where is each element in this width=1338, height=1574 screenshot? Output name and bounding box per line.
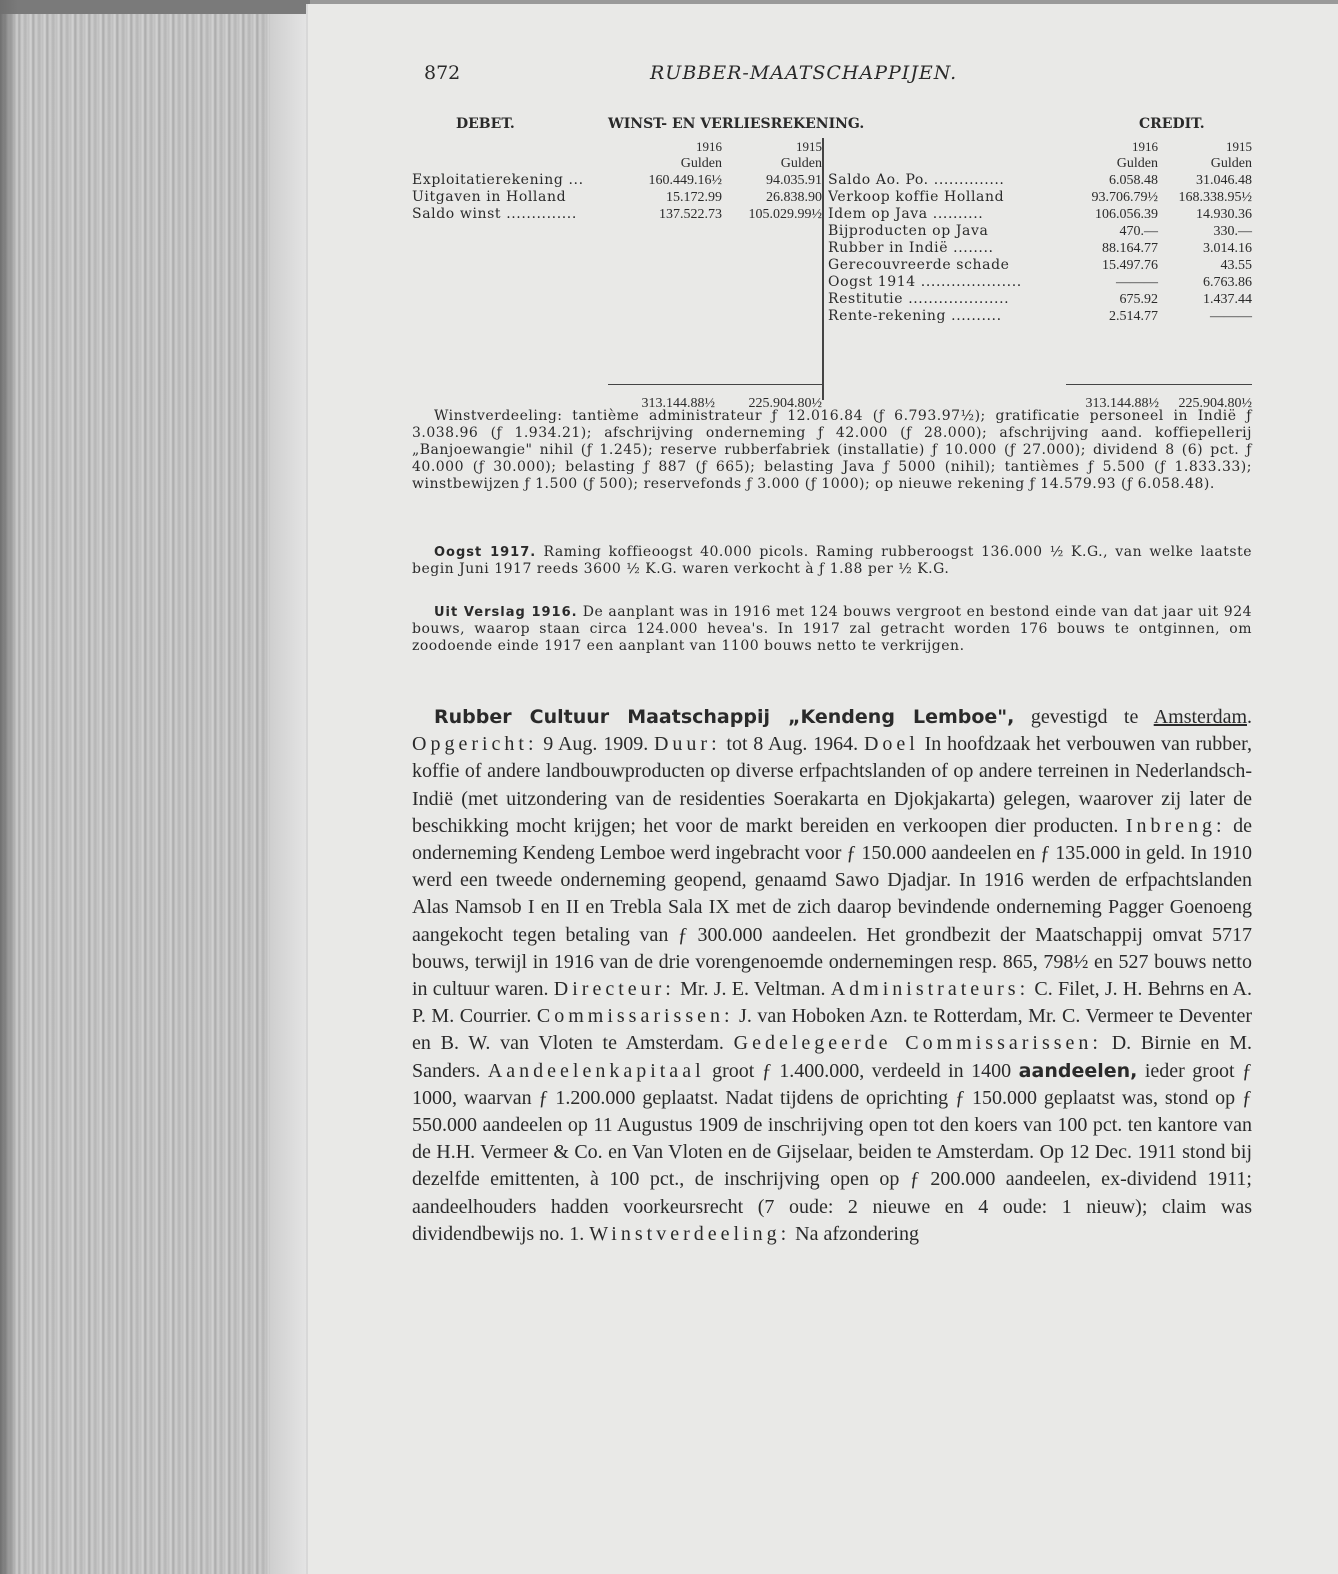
row-label: Idem op Java .......... <box>828 206 984 222</box>
page-number: 872 <box>424 62 461 84</box>
year-1915: 1915 <box>1226 139 1252 154</box>
account-title: WINST- EN VERLIESREKENING. <box>608 116 865 132</box>
inbreng-label: Inbreng: <box>1125 814 1226 837</box>
oogst-heading: Oogst 1917. <box>434 545 537 560</box>
value-1916: 160.449.16½ <box>648 173 722 188</box>
value-1915: 330.— <box>1213 224 1252 239</box>
table-row <box>412 206 822 223</box>
unit-label: Gulden <box>1116 156 1158 171</box>
row-label: Restitutie .................... <box>828 291 1010 307</box>
value-1915: ——— <box>1210 309 1252 324</box>
verslag-heading: Uit Verslag 1916. <box>434 605 578 620</box>
value-1916: 15.497.76 <box>1102 258 1158 273</box>
table-row <box>412 189 822 206</box>
kapitaal-label: Aandeelenkapitaal <box>487 1059 705 1082</box>
value-1916: 15.172.99 <box>666 190 722 205</box>
credit-side <box>828 138 1252 411</box>
row-label: Saldo Ao. Po. .............. <box>828 172 1005 188</box>
row-label: Saldo winst .............. <box>412 206 577 222</box>
year-1916: 1916 <box>1132 139 1158 154</box>
year-1916: 1916 <box>696 139 722 154</box>
commissarissen-value: J. van Hoboken Azn. te Rotterdam, Mr. C. Vermeer te Deventer en B. W. van Vloten te Amsterdam. <box>412 1005 1252 1055</box>
value-1915: 168.338.95½ <box>1178 190 1252 205</box>
table-row <box>828 223 1252 240</box>
unit-header-row <box>412 155 822 172</box>
value-1915: 26.838.90 <box>766 190 822 205</box>
total-rule <box>608 384 822 385</box>
table-row <box>828 206 1252 223</box>
table-row <box>828 308 1252 325</box>
value-1915: 6.763.86 <box>1203 275 1252 290</box>
value-1916: 137.522.73 <box>659 207 722 222</box>
value-1915: 1.437.44 <box>1203 292 1252 307</box>
duur-value: tot 8 Aug. 1964. <box>720 733 864 756</box>
row-label: Bijproducten op Java <box>828 223 989 239</box>
value-1916: ——— <box>1116 275 1158 290</box>
value-1915: 43.55 <box>1220 258 1252 273</box>
total-1916: 313.144.88½ <box>1085 396 1159 411</box>
table-row <box>828 240 1252 257</box>
table-row <box>828 257 1252 274</box>
administrateurs-label: Administrateurs: <box>830 978 1030 1001</box>
doel-label: Doel <box>863 733 919 756</box>
unit-label: Gulden <box>680 156 722 171</box>
debit-side <box>412 138 822 411</box>
verslag-text: De aanplant was in 1916 met 124 bouws vergroot en bestond einde van dat jaar uit 924 bouws, waarop staan circa 124.000 hevea's. In 1917 zal getracht worden 176 bouws te ontginnen, om zoodoende einde 1917 een aanplant van 1100 bouws netto te verkrijgen. <box>412 604 1253 654</box>
commissarissen-label: Commissarissen: <box>536 1005 734 1028</box>
table-row <box>828 172 1252 189</box>
opgericht-value: 9 Aug. 1909. <box>537 733 654 756</box>
book-page-edges <box>0 0 310 1574</box>
opgericht-label: Opgericht: <box>412 733 538 756</box>
value-1915: 14.930.36 <box>1196 207 1252 222</box>
row-label: Uitgaven in Holland <box>412 189 567 205</box>
value-1916: 106.056.39 <box>1095 207 1158 222</box>
oogst-paragraph <box>412 544 1252 578</box>
value-1915: 31.046.48 <box>1196 173 1252 188</box>
binding-shadow <box>0 0 18 1574</box>
row-label: Exploitatierekening ... <box>412 172 584 188</box>
administrateurs-value: C. Filet, J. H. Behrns en A. P. M. Courrier. <box>412 978 1252 1028</box>
value-1916: 88.164.77 <box>1102 241 1158 256</box>
gedelegeerde-value: D. Birnie en M. Sanders. <box>412 1032 1252 1082</box>
directeur-value: Mr. J. E. Veltman. <box>674 978 831 1001</box>
debit-heading: DEBET. <box>456 116 515 132</box>
year-header-row <box>828 138 1252 155</box>
company-name: Rubber Cultuur Maatschappij „Kendeng Lemboe", <box>434 706 1015 728</box>
row-label: Gerecouvreerde schade <box>828 257 1010 273</box>
row-label: Oogst 1914 .................... <box>828 274 1022 290</box>
aandeelen-label: aandeelen, <box>1018 1059 1138 1082</box>
year-1915: 1915 <box>796 139 822 154</box>
value-1916: 6.058.48 <box>1109 173 1158 188</box>
gedelegeerde-label: Gedelegeerde Commissarissen: <box>733 1032 1102 1055</box>
total-1915: 225.904.80½ <box>748 396 822 411</box>
aandeelen-value: ieder groot ƒ 1000, waarvan ƒ 1.200.000 geplaatst. Nadat tijdens de oprichting ƒ 150.000 geplaatst was, stond op ƒ 550.000 aandeelen op 11 Augustus 1909 de inschrijving open tot den koers van 100 pct. ten kantore van de H.H. Vermeer & Co. en Van Vloten en de Gijselaar, beiden te Amsterdam. Op 12 Dec. 1911 stond bij dezelfde emittenten, à 100 pct., de inschrijving open op ƒ 200.000 aandeelen, ex-dividend 1911; aandeelhouders hadden voorkeursrecht (7 oude: 2 nieuwe en 4 oude: 1 nieuw); claim was dividendbewijs no. 1. <box>412 1059 1253 1245</box>
unit-label: Gulden <box>780 156 822 171</box>
duur-label: Duur: <box>653 733 721 756</box>
running-head <box>412 62 1252 86</box>
total-1915: 225.904.80½ <box>1178 396 1252 411</box>
unit-label: Gulden <box>1210 156 1252 171</box>
year-header-row <box>412 138 822 155</box>
total-rule <box>1066 384 1252 385</box>
company-entry: Rubber Cultuur Maatschappij „Kendeng Lemboe", gevestigd te Amsterdam. Opgericht: 9 Aug. 1909. Duur: tot 8 Aug. 1964. Doel In hoofdzaak het verbouwen van rubber, koffie of andere landbouwproducten op diverse erfpachtslanden of op andere terreinen in Nederlandsch-Indië (met uitzondering van de residenties Soerakarta en Djokjakarta) gelegen, waarover zij later de beschikking mocht krijgen; het voor de markt bereiden en verkoopen dier producten. Inbreng: de onderneming Kendeng Lemboe werd ingebracht voor ƒ 150.000 aandeelen en ƒ 135.000 in geld. In 1910 werd een tweede onderneming geopend, genaamd Sawo Djadjar. In 1916 werden de erfpachtslanden Alas Namsob I en II en Trebla Sala IX met de zich daarop bevindende onderneming Pagger Goenoeng aangekocht tegen betaling van ƒ 300.000 aandeelen. Het grondbezit der Maatschappij omvat 5717 bouws, terwijl in 1916 van de drie vorengenoemde ondernemingen resp. 865, 798½ en 527 bouws netto in cultuur waren. Directeur: Mr. J. E. Veltman. Administrateurs: C. Filet, J. H. Behrns en A. P. M. Courrier. Commissarissen: J. van Hoboken Azn. te Rotterdam, Mr. C. Vermeer te Deventer en B. W. van Vloten te Amsterdam. Gedelegeerde Commissarissen: D. Birnie en M. Sanders. Aandeelenkapitaal groot ƒ 1.400.000, verdeeld in 1400 aandeelen, ieder groot ƒ 1000, waarvan ƒ 1.200.000 geplaatst. Nadat tijdens de oprichting ƒ 150.000 geplaatst was, stond op ƒ 550.000 aandeelen op 11 Augustus 1909 de inschrijving open tot den koers van 100 pct. ten kantore van de H.H. Vermeer & Co. en Van Vloten en de Gijselaar, beiden te Amsterdam. Op 12 Dec. 1911 stond bij dezelfde emittenten, à 100 pct., de inschrijving open op ƒ 200.000 aandeelen, ex-dividend 1911; aandeelhouders hadden voorkeursrecht (7 oude: 2 nieuwe en 4 oude: 1 nieuw); claim was dividendbewijs no. 1. Winstverdeeling: Na afzondering <box>412 706 1253 1245</box>
unit-header-row <box>828 155 1252 172</box>
doel-value: In hoofdzaak het verbouwen van rubber, koffie of andere landbouwproducten op diverse erfpachtslanden of op andere terreinen in Nederlandsch-Indië (met uitzondering van de residenties Soerakarta en Djokjakarta) gelegen, waarover zij later de beschikking mocht krijgen; het voor de markt bereiden en verkoopen dier producten. <box>412 733 1253 837</box>
row-label: Verkoop koffie Holland <box>828 189 1005 205</box>
table-row <box>828 189 1252 206</box>
book-page <box>306 4 1338 1574</box>
row-label: Rubber in Indië ........ <box>828 240 994 256</box>
table-row <box>412 172 822 189</box>
winstverdeeling-text: Winstverdeeling: tantième administrateur ƒ 12.016.84 (ƒ 6.793.97½); gratificatie personeel in Indië ƒ 3.038.96 (ƒ 1.934.21); afschrijving onderneming ƒ 42.000 (ƒ 28.000); afschrijving aand. koffiepellerij „Banjoewangie" nihil (ƒ 1.245); reserve rubberfabriek (installatie) ƒ 10.000 (ƒ 27.000); dividend 8 (6) pct. ƒ 40.000 (ƒ 30.000); belasting ƒ 887 (ƒ 665); belasting Java ƒ 5000 (nihil); tantièmes ƒ 5.500 (ƒ 1.833.33); winstbewijzen ƒ 1.500 (ƒ 500); reservefonds ƒ 3.000 (ƒ 1000); op nieuwe rekening ƒ 14.579.93 (ƒ 6.058.48). <box>412 408 1252 492</box>
company-seat: Amsterdam <box>1153 706 1247 728</box>
table-row <box>828 274 1252 291</box>
value-1916: 2.514.77 <box>1109 309 1158 324</box>
value-1915: 105.029.99½ <box>748 207 822 222</box>
winstverdeeling-label: Winstverdeeling: <box>589 1222 791 1245</box>
value-1915: 94.035.91 <box>766 173 822 188</box>
value-1916: 93.706.79½ <box>1091 190 1158 205</box>
kapitaal-value: groot ƒ 1.400.000, verdeeld in 1400 <box>704 1059 1019 1082</box>
winstverdeeling-paragraph <box>412 408 1252 493</box>
value-1916: 470.— <box>1119 224 1158 239</box>
winstverdeeling-value: Na afzondering <box>790 1222 919 1245</box>
running-title: RUBBER-MAATSCHAPPIJEN. <box>650 62 958 84</box>
oogst-text: Raming koffieoogst 40.000 picols. Raming rubberoogst 136.000 ½ K.G., van welke laatste begin Juni 1917 reeds 3600 ½ K.G. waren verkocht à ƒ 1.88 per ½ K.G. <box>412 544 1253 577</box>
table-row <box>828 291 1252 308</box>
account-heading <box>412 116 1252 138</box>
column-divider <box>822 138 824 400</box>
directeur-label: Directeur: <box>553 978 675 1001</box>
value-1915: 3.014.16 <box>1203 241 1252 256</box>
inbreng-value: de onderneming Kendeng Lemboe werd ingebracht voor ƒ 150.000 aandeelen en ƒ 135.000 in geld. In 1910 werd een tweede onderneming geopend, genaamd Sawo Djadjar. In 1916 werden de erfpachtslanden Alas Namsob I en II en Trebla Sala IX met de zich daarop bevindende onderneming Pagger Goenoeng aangekocht tegen betaling van ƒ 300.000 aandeelen. Het grondbezit der Maatschappij omvat 5717 bouws, terwijl in 1916 van de drie vorengenoemde ondernemingen resp. 865, 798½ en 527 bouws netto in cultuur waren. <box>412 814 1252 1001</box>
value-1916: 675.92 <box>1119 292 1158 307</box>
profit-loss-account <box>412 116 1252 418</box>
credit-heading: CREDIT. <box>1139 116 1205 132</box>
row-label: Rente-rekening .......... <box>828 308 1002 324</box>
total-1916: 313.144.88½ <box>641 396 715 411</box>
verslag-paragraph <box>412 604 1252 655</box>
